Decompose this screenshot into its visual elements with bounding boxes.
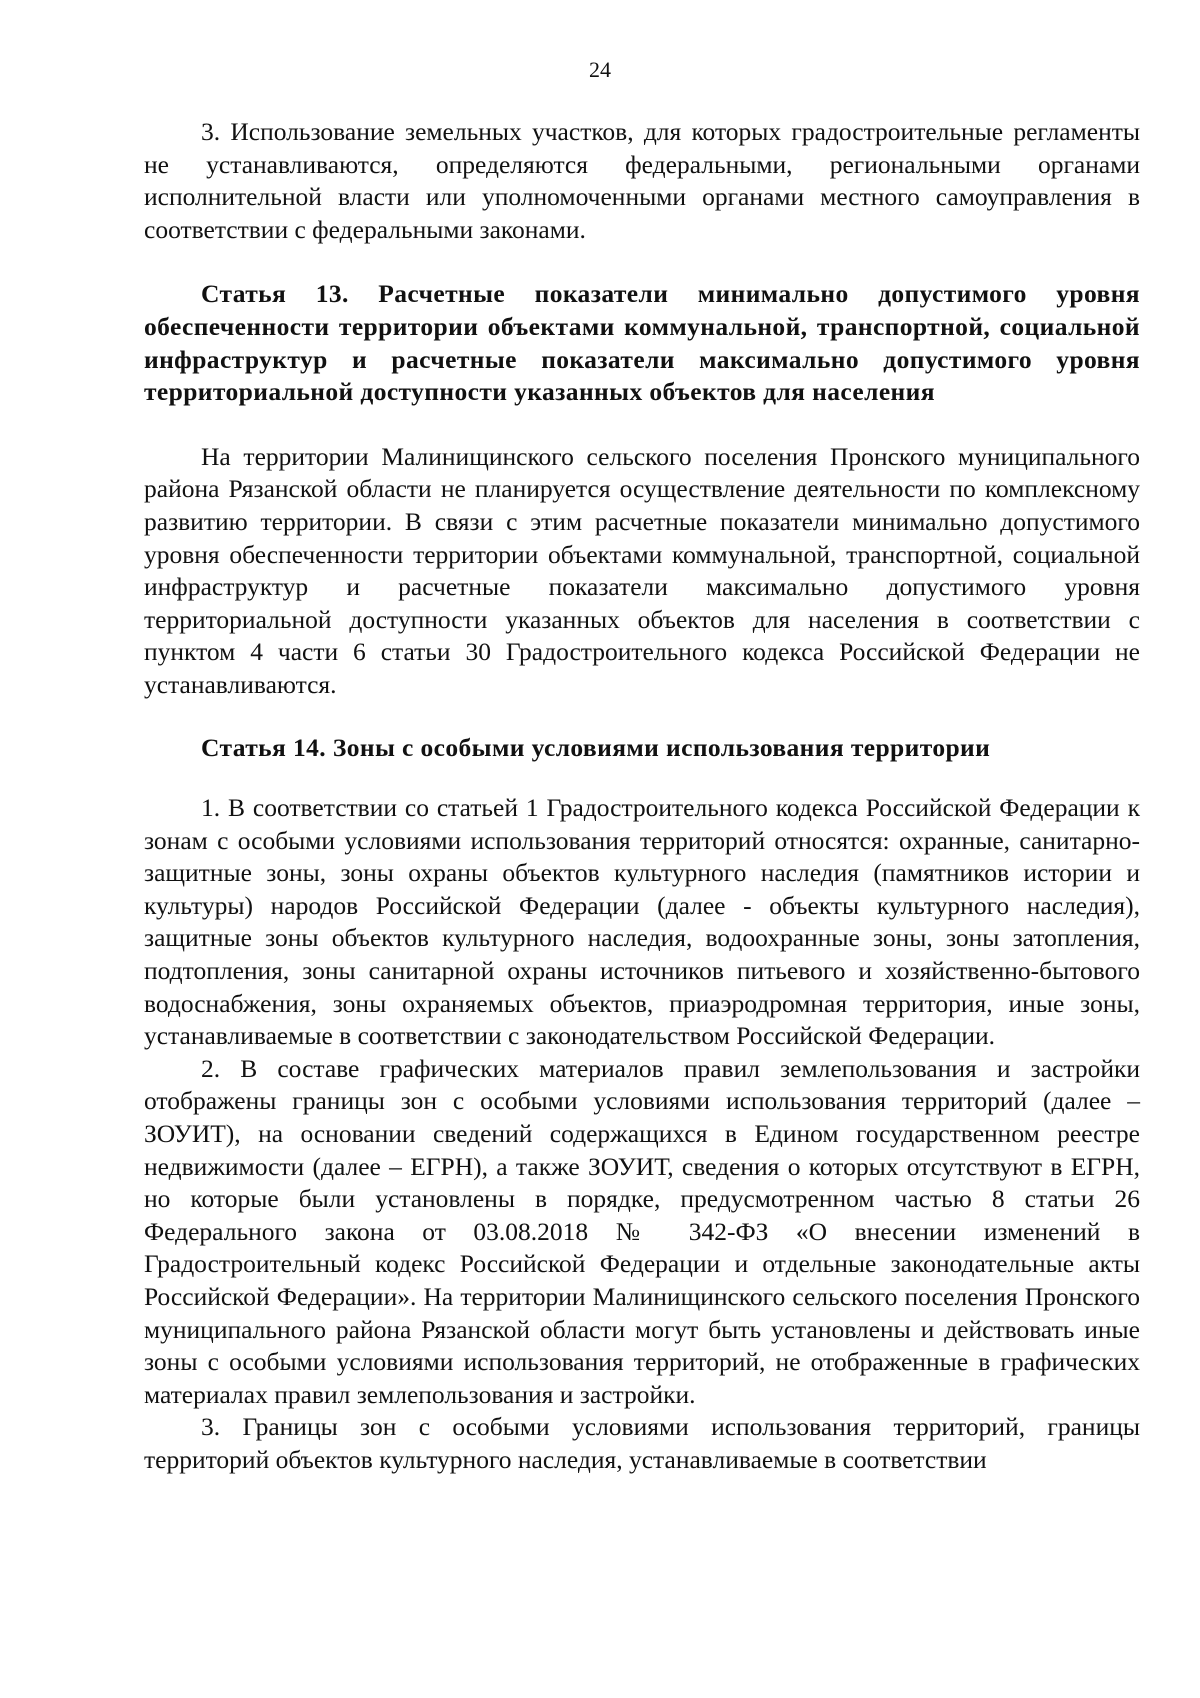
page-number: 24 — [589, 57, 611, 82]
article-14-heading: Статья 14. Зоны с особыми условиями использования территории — [201, 732, 991, 762]
article-13-paragraph: На территории Малинищинского сельского поселения Пронского муниципального района Рязанской области не планируется осуществление деятельности по комплексному развитию территории. В связи с этим расчетные показатели минимально допустимого уровня обеспеченности территории объектами коммунальной, транспортной, социальной инфраструктур и расчетные показатели максимально допустимого уровня территориальной доступности указанных объектов для населения в соответствии с пунктом 4 части 6 статьи 30 Градостроительного кодекса Российской Федерации не устанавливаются. — [144, 441, 1140, 699]
article-14-paragraph-3: 3. Границы зон с особыми условиями использования территорий, границы территорий объектов культурного наследия, устанавливаемые в соответствии — [144, 1412, 1140, 1474]
article-14-paragraph-1: 1. В соответствии со статьей 1 Градостроительного кодекса Российской Федерации к зонам с особыми условиями использования территорий относятся: охранные, санитарно-защитные зоны, зоны охраны объектов культурного наследия (памятников истории и культуры) народов Российской Федерации (далее - объекты культурного наследия), защитные зоны объектов культурного наследия, водоохранные зоны, зоны затопления, подтопления, зоны санитарной охраны источников питьевого и хозяйственно-бытового водоснабжения, зоны охраняемых объектов, приаэродромная территория, иные зоны, устанавливаемые в соответствии с законодательством Российской Федерации. — [144, 793, 1140, 1051]
article-14-paragraph-2: 2. В составе графических материалов правил землепользования и застройки отображены границы зон с особыми условиями использования территорий (далее – ЗОУИТ), на основании сведений содержащихся в Едином государственном реестре недвижимости (далее – ЕГРН), а также ЗОУИТ, сведения о которых отсутствуют в ЕГРН, но которые были установлены в порядке, предусмотренном частью 8 статьи 26 Федерального закона от 03.08.2018 № 342-ФЗ «О внесении изменений в Градостроительный кодекс Российской Федерации и отдельные законодательные акты Российской Федерации». На территории Малинищинского сельского поселения Пронского муниципального района Рязанской области могут быть установлены и действовать иные зоны с особыми условиями использования территорий, не отображенные в графических материалах правил землепользования и застройки. — [144, 1053, 1140, 1409]
page-content — [144, 116, 1140, 1477]
paragraph-land-use: 3. Использование земельных участков, для которых градостроительные регламенты не устанавливаются, определяются федеральными, региональными органами исполнительной власти или уполномоченными органами местного самоуправления в соответствии с федеральными законами. — [144, 117, 1140, 244]
article-13-heading: Статья 13. Расчетные показатели минимально допустимого уровня обеспеченности территории объектами коммунальной, транспортной, социальной инфраструктур и расчетные показатели максимально допустимого уровня территориальной доступности указанных объектов для населения — [144, 279, 1140, 407]
